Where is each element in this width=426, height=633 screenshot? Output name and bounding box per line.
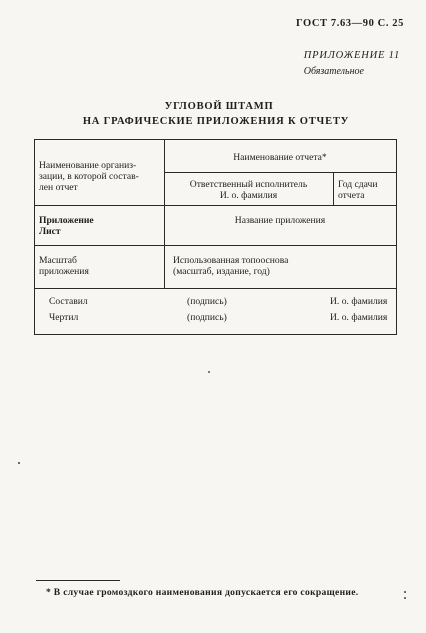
appendix-name-cell: Название приложения bbox=[234, 215, 326, 226]
org-name-line: Наименование организ- bbox=[39, 160, 137, 171]
appendix-status: Обязательное bbox=[303, 66, 364, 77]
stamp-title: УГЛОВОЙ ШТАМП bbox=[164, 101, 274, 112]
stamp-row-divider-1 bbox=[164, 172, 396, 173]
scan-speck bbox=[208, 371, 210, 373]
footnote: * В случае громоздкого наименования допускается его сокращение. bbox=[46, 587, 359, 598]
compiled-by-signature: (подпись) bbox=[187, 296, 227, 307]
topo-base-note: (масштаб, издание, год) bbox=[173, 266, 270, 277]
org-name-line: лен отчет bbox=[39, 182, 78, 193]
topo-base-label: Использованная топооснова bbox=[173, 255, 289, 266]
submission-year-cell bbox=[338, 179, 377, 201]
stamp-bottom-border bbox=[34, 334, 397, 335]
executor-name: И. о. фамилия bbox=[219, 190, 278, 201]
sheet-field-label: Лист bbox=[39, 226, 61, 237]
page-header: ГОСТ 7.63—90 С. 25 bbox=[295, 18, 404, 29]
scan-speck bbox=[18, 462, 20, 464]
stamp-top-border bbox=[34, 139, 397, 140]
drawn-by-signature: (подпись) bbox=[187, 312, 227, 323]
scale-label: Масштаб bbox=[39, 255, 77, 266]
stamp-row-divider-2 bbox=[34, 205, 396, 206]
report-name-cell: Наименование отчета* bbox=[233, 152, 327, 163]
stamp-left-border bbox=[34, 139, 35, 335]
compiled-by-label: Составил bbox=[49, 296, 88, 307]
footnote-rule bbox=[36, 580, 120, 581]
scale-cell bbox=[39, 255, 89, 277]
stamp-row-divider-3 bbox=[34, 245, 396, 246]
drawn-by-label: Чертил bbox=[49, 312, 79, 323]
submission-year-label: отчета bbox=[338, 190, 365, 201]
scan-speck bbox=[404, 591, 406, 593]
org-name-cell bbox=[39, 160, 139, 193]
stamp-subtitle: НА ГРАФИЧЕСКИЕ ПРИЛОЖЕНИЯ К ОТЧЕТУ bbox=[82, 116, 350, 127]
executor-cell bbox=[164, 179, 333, 201]
topo-base-cell bbox=[173, 255, 288, 277]
stamp-row-divider-4 bbox=[34, 288, 396, 289]
stamp-year-divider bbox=[333, 172, 334, 205]
org-name-line: зации, в которой состав- bbox=[39, 171, 139, 182]
appendix-sheet-cell bbox=[39, 215, 94, 237]
stamp-right-border bbox=[396, 139, 397, 335]
scale-label: приложения bbox=[39, 266, 89, 277]
appendix-field-label: Приложение bbox=[39, 215, 94, 226]
appendix-label: ПРИЛОЖЕНИЕ 11 bbox=[303, 50, 400, 61]
submission-year-label: Год сдачи bbox=[338, 179, 378, 190]
executor-label: Ответственный исполнитель bbox=[189, 179, 308, 190]
scan-speck bbox=[404, 597, 406, 599]
drawn-by-name: И. о. фамилия bbox=[330, 312, 388, 323]
compiled-by-name: И. о. фамилия bbox=[330, 296, 388, 307]
